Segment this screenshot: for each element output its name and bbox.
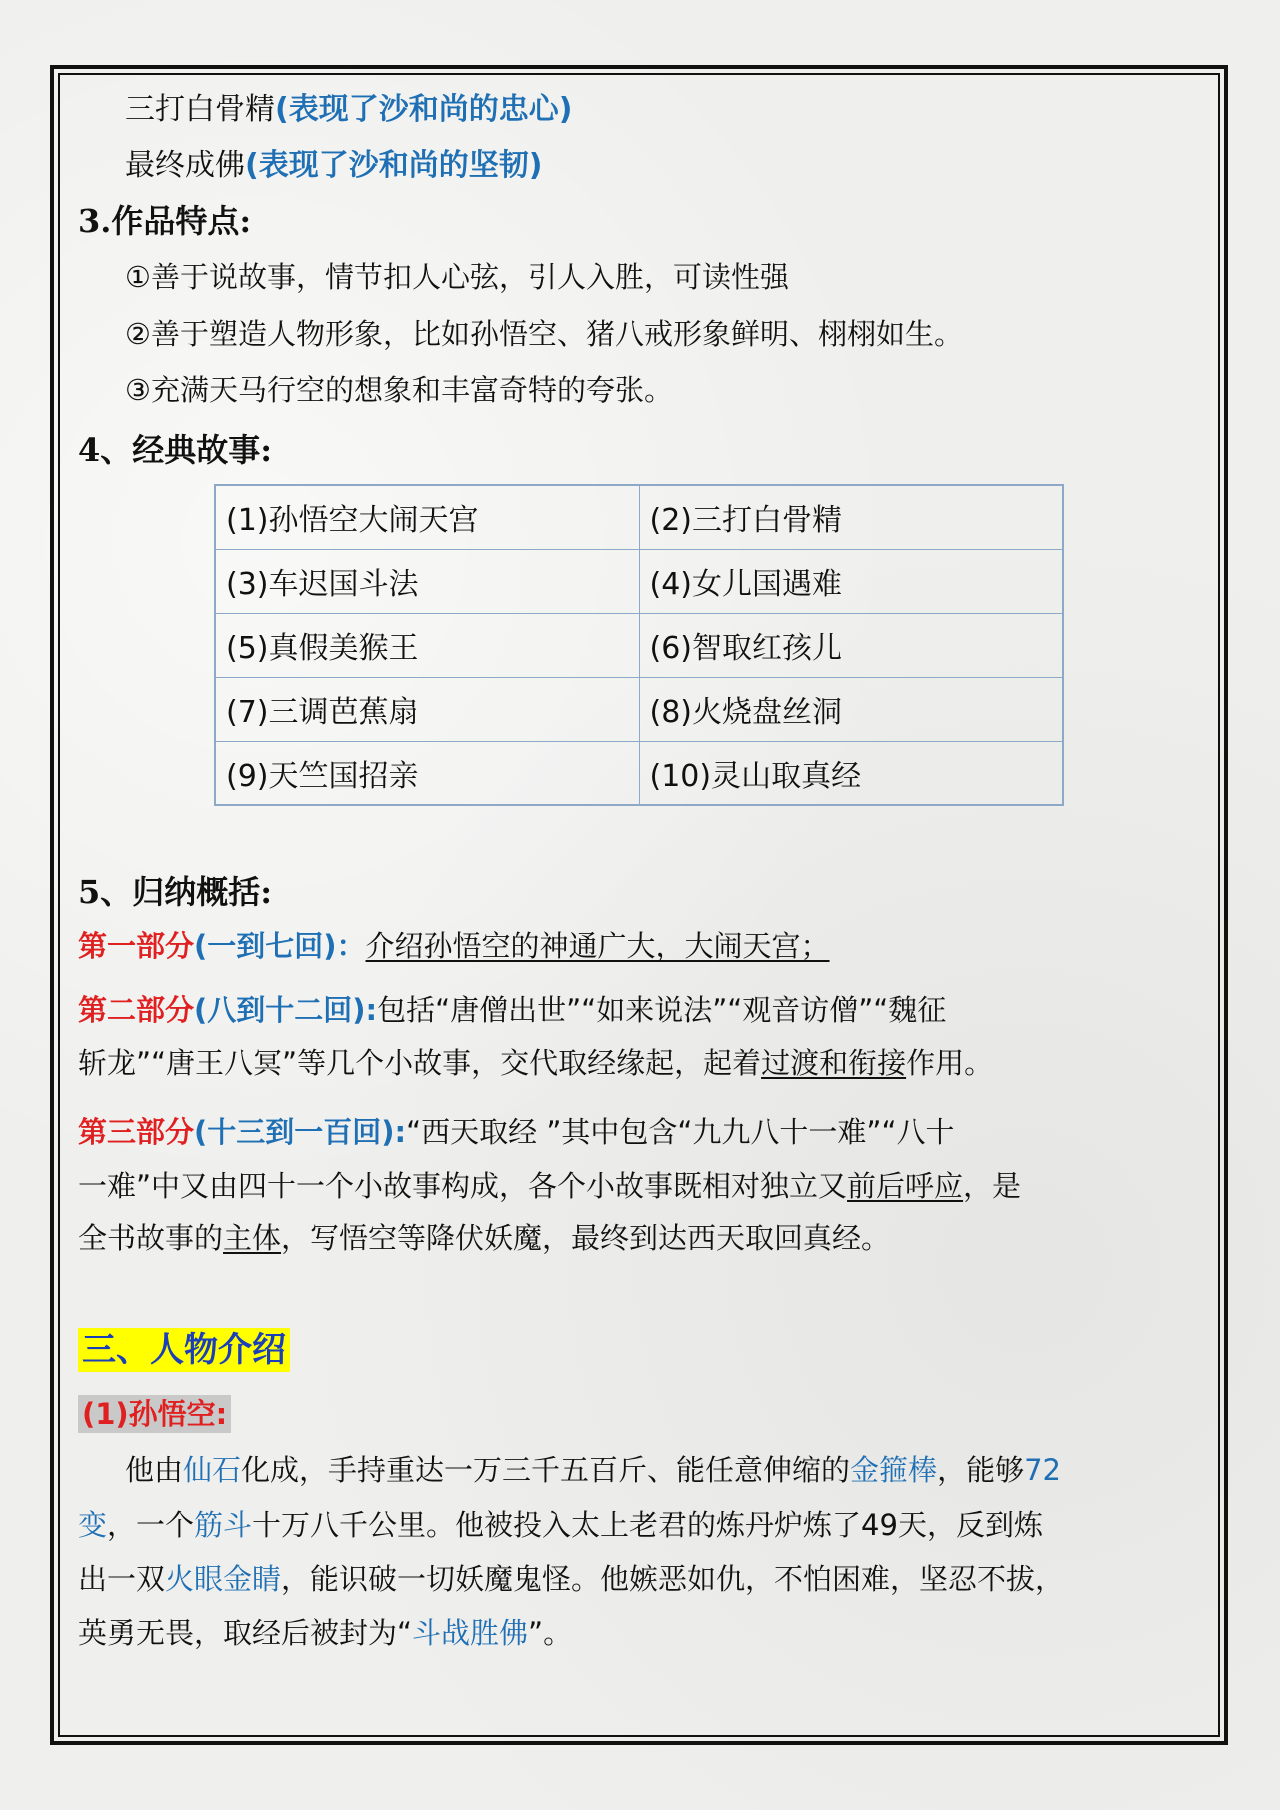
text-span: 出一双 — [78, 1562, 166, 1596]
table-row — [215, 613, 1063, 677]
story-cell: (6)智取红孩儿 — [639, 613, 1063, 677]
story-cell: (1)孙悟空大闹天宫 — [215, 485, 639, 549]
text-span: 化成，手持重达一万三千五百斤、能任意伸缩的 — [241, 1453, 851, 1487]
people-sub-heading: (1)孙悟空: — [78, 1395, 231, 1433]
highlight-term: 火眼金睛 — [165, 1562, 282, 1596]
highlight-term: 斗战胜佛 — [412, 1616, 529, 1650]
part3-text-1: “西天取经 ”其中包含“九九八十一难”“八十 — [406, 1115, 955, 1149]
text-span: 十万八千公里。他被投入太上老君的炼丹炉炼了49天，反到炼 — [252, 1508, 1043, 1542]
part3-text-2a: 一难”中又由四十一个小故事构成，各个小故事既相对独立又 — [78, 1169, 848, 1203]
highlight-term: 金箍棒 — [850, 1453, 938, 1487]
part3-line-2 — [78, 1164, 1021, 1205]
part3-range: (十三到一百回): — [194, 1115, 407, 1149]
top-line-2-note: (表现了沙和尚的坚韧) — [245, 148, 543, 183]
people-heading: 三、人物介绍 — [78, 1328, 290, 1372]
part3-text-3a: 全书故事的 — [78, 1221, 224, 1255]
text-span: ，能够 — [937, 1453, 1025, 1487]
text-span: 他由 — [125, 1453, 184, 1487]
section3-item-3: ③充满天马行空的想象和丰富奇特的夸张。 — [125, 373, 673, 407]
part3-underlined-2: 主体 — [223, 1221, 282, 1255]
story-cell: (10)灵山取真经 — [639, 741, 1063, 805]
text-span: ，一个 — [107, 1508, 195, 1542]
text-span: 英勇无畏，取经后被封为“ — [78, 1616, 413, 1650]
part1-label: 第一部分 — [78, 929, 195, 963]
part2-text-2b: 作用。 — [906, 1046, 994, 1080]
table-row — [215, 485, 1063, 549]
part2-label: 第二部分 — [78, 993, 195, 1027]
part2-underlined: 过渡和衔接 — [761, 1046, 907, 1080]
text-span: ，能识破一切妖魔鬼怪。他嫉恶如仇，不怕困难，坚忍不拔， — [281, 1562, 1065, 1596]
part1-line — [78, 924, 830, 965]
part3-line-1 — [78, 1110, 954, 1151]
story-cell: (4)女儿国遇难 — [639, 549, 1063, 613]
top-line-1-text: 三打白骨精 — [125, 92, 275, 127]
story-cell: (3)车迟国斗法 — [215, 549, 639, 613]
story-cell: (2)三打白骨精 — [639, 485, 1063, 549]
highlight-term: 筋斗 — [194, 1508, 253, 1542]
section3-item-1: ①善于说故事，情节扣人心弦，引人入胜，可读性强 — [125, 260, 789, 294]
part1-range: (一到七回)： — [194, 929, 366, 963]
people-para-line-1 — [125, 1448, 1061, 1489]
people-sub-wrap — [78, 1392, 231, 1433]
stories-table — [214, 484, 1064, 806]
part3-text-2b: ，是 — [963, 1169, 1022, 1203]
part2-text-2a: 斩龙”“唐王八冥”等几个小故事，交代取经缘起，起着 — [78, 1046, 762, 1080]
text-span: ”。 — [528, 1616, 573, 1650]
top-line-2-text: 最终成佛 — [125, 148, 245, 183]
part1-text: 介绍孙悟空的神通广大，大闹天宫； — [365, 929, 830, 963]
highlight-term: 仙石 — [183, 1453, 242, 1487]
part2-line-1 — [78, 988, 946, 1029]
people-para-line-4 — [78, 1611, 572, 1652]
section5-heading: 5、归纳概括: — [78, 873, 273, 911]
section4-heading: 4、经典故事: — [78, 431, 273, 469]
part3-underlined-1: 前后呼应 — [847, 1169, 964, 1203]
people-para-line-2 — [78, 1503, 1043, 1544]
part3-label: 第三部分 — [78, 1115, 195, 1149]
top-line-1 — [125, 84, 572, 128]
part2-text-1: 包括“唐僧出世”“如来说法”“观音访僧”“魏征 — [377, 993, 947, 1027]
highlight-term: 72 — [1024, 1453, 1061, 1487]
highlight-term: 变 — [78, 1508, 108, 1542]
part3-text-3b: ，写悟空等降伏妖魔，最终到达西天取回真经。 — [281, 1221, 891, 1255]
top-line-2 — [125, 140, 542, 184]
table-row — [215, 741, 1063, 805]
table-row — [215, 549, 1063, 613]
story-cell: (9)天竺国招亲 — [215, 741, 639, 805]
story-cell: (5)真假美猴王 — [215, 613, 639, 677]
story-cell: (8)火烧盘丝洞 — [639, 677, 1063, 741]
section3-heading: 3.作品特点: — [78, 202, 252, 240]
people-para-line-3 — [78, 1557, 1064, 1598]
top-line-1-note: (表现了沙和尚的忠心) — [275, 92, 573, 127]
section3-item-2: ②善于塑造人物形象，比如孙悟空、猪八戒形象鲜明、栩栩如生。 — [125, 317, 963, 351]
part3-line-3 — [78, 1216, 890, 1257]
part2-line-2 — [78, 1041, 993, 1082]
part2-range: (八到十二回): — [194, 993, 378, 1027]
people-heading-wrap — [78, 1322, 290, 1371]
story-cell: (7)三调芭蕉扇 — [215, 677, 639, 741]
table-row — [215, 677, 1063, 741]
